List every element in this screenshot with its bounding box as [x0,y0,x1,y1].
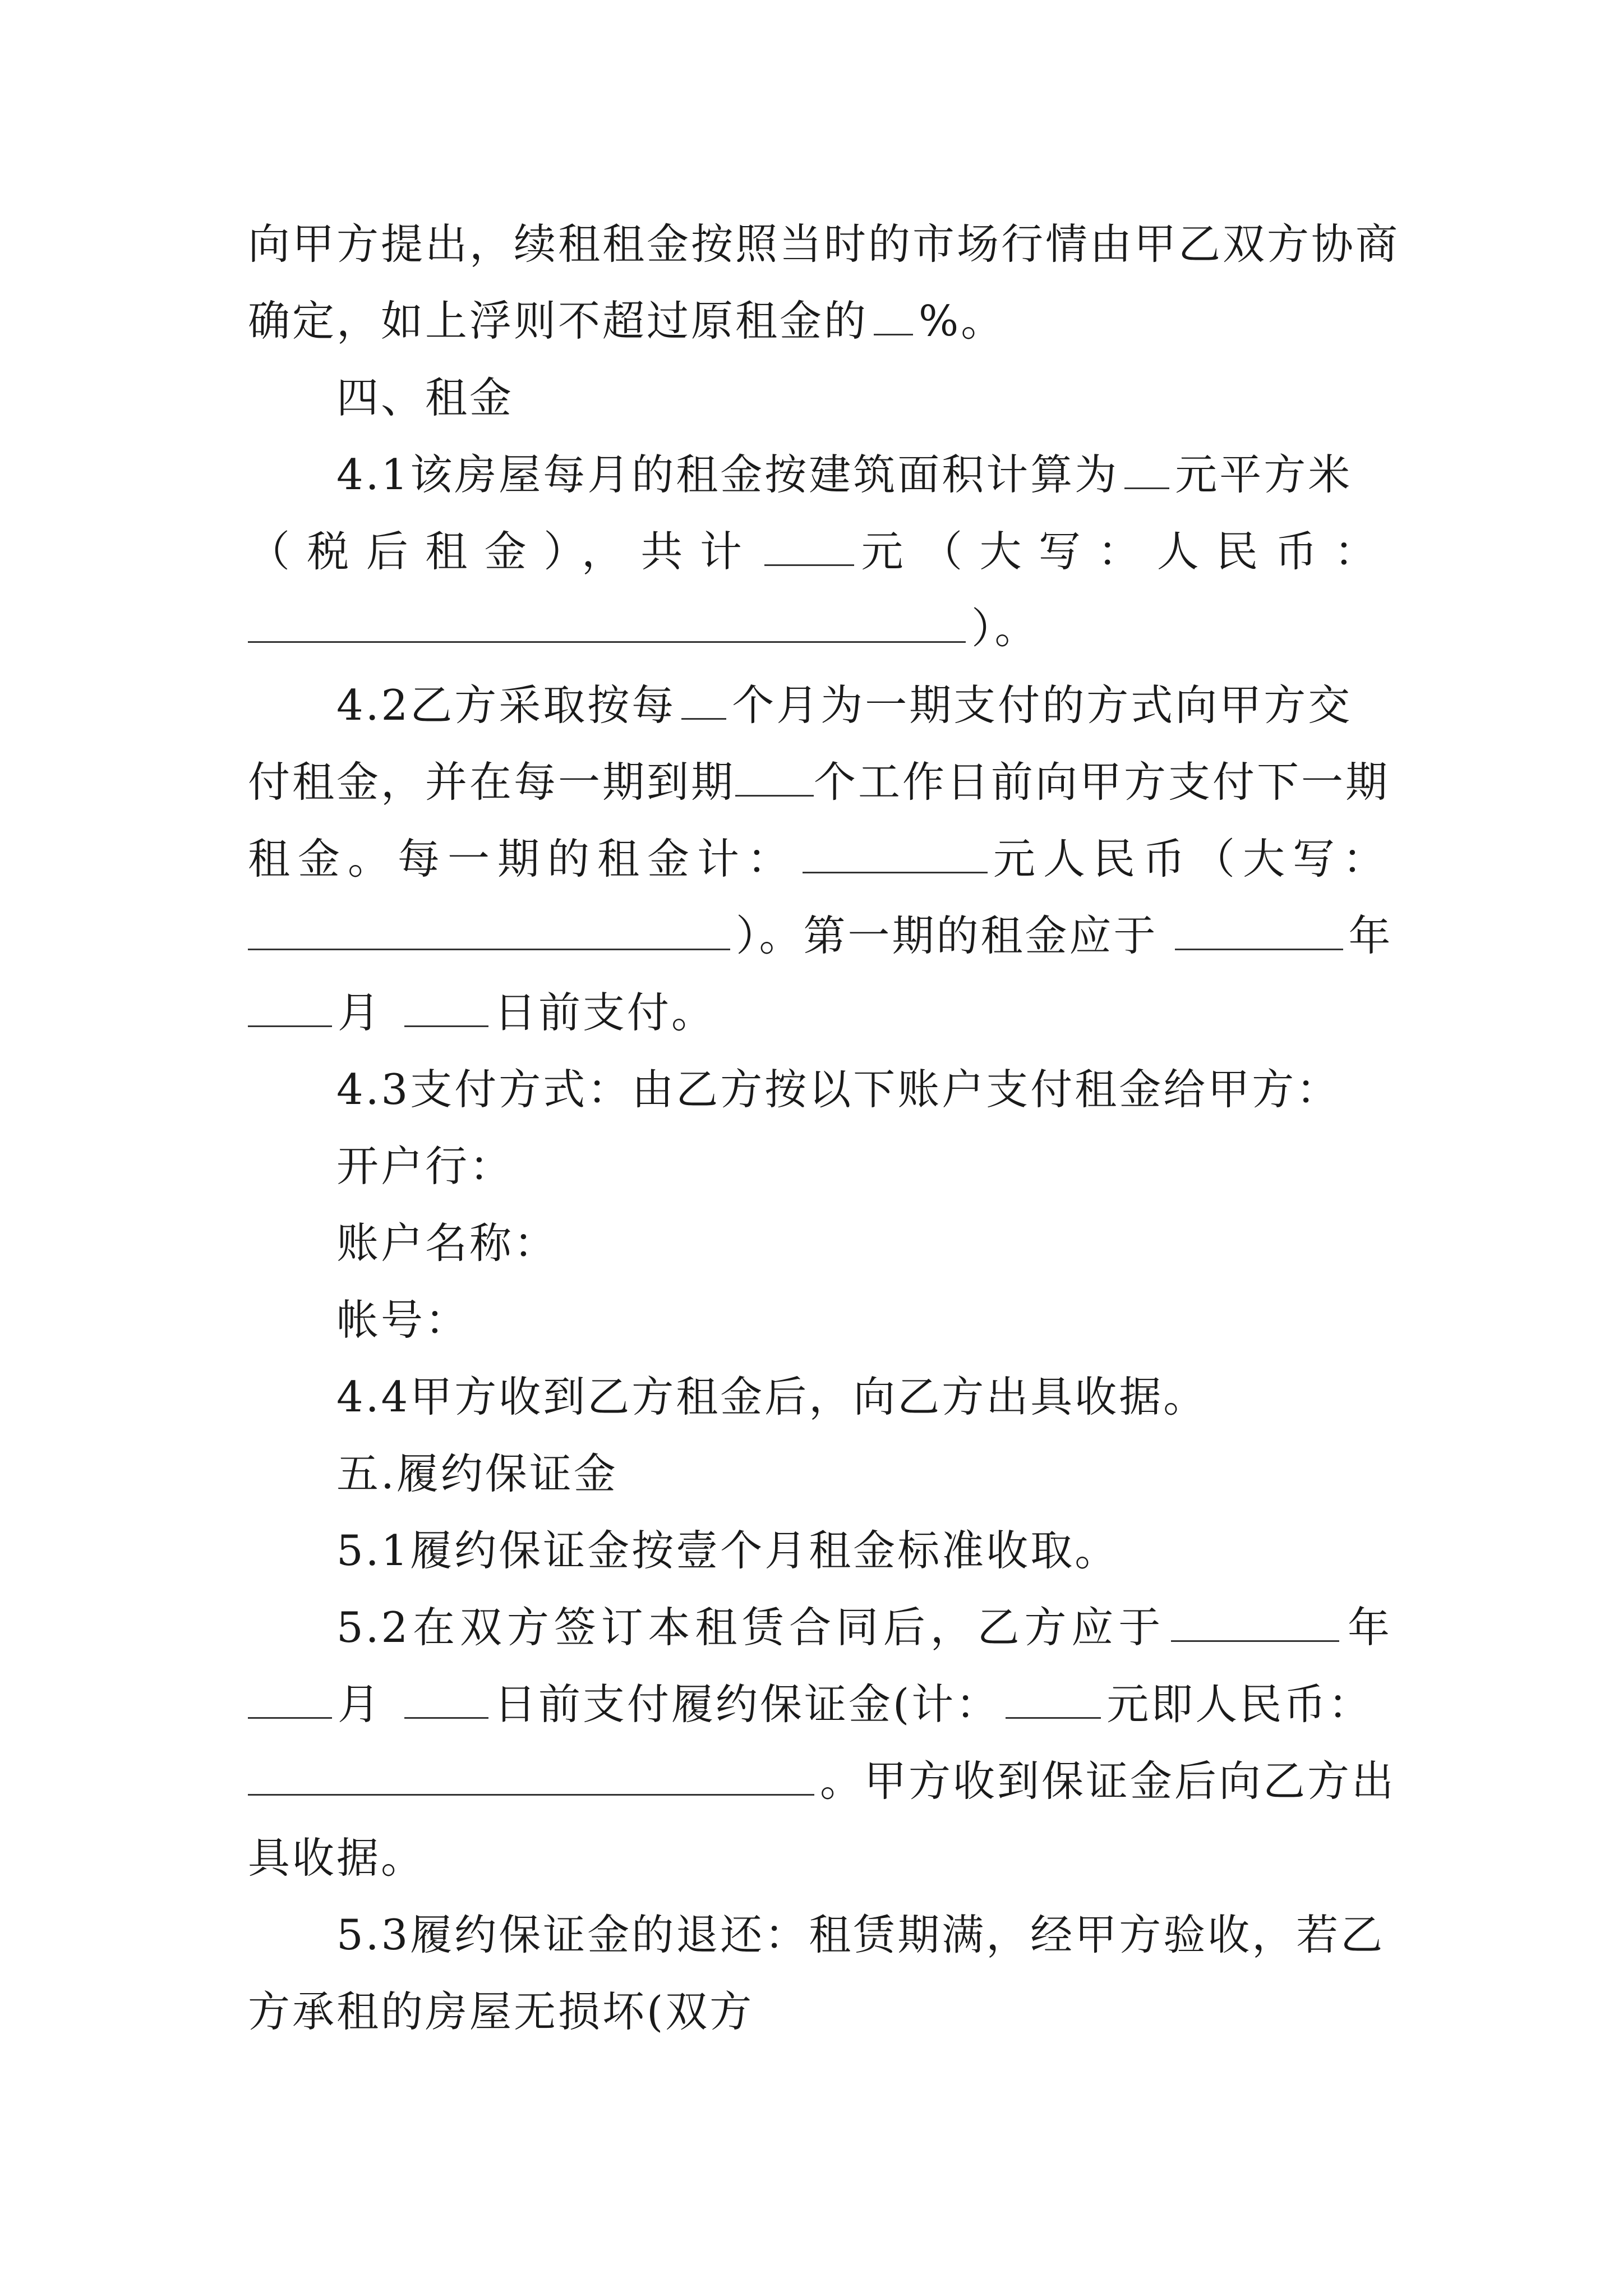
line-text: 5.1履约保证金按壹个月租金标准收取。 [336,1526,1119,1575]
line-text: 4.1该房屋每月的租金按建筑面积计算为 [336,450,1119,499]
text-line [248,902,1392,969]
blank-field [1006,1681,1101,1719]
text-line [336,1133,1392,1200]
blank-field [248,990,332,1027]
text-line [248,1978,1392,2045]
line-text: 元（大写：人民币： [860,527,1392,576]
line-text: 向甲方提出，续租租金按照当时的市场行情由甲乙双方协商 [248,219,1400,269]
line-text: 4.3支付方式：由乙方按以下账户支付租金给甲方： [336,1065,1341,1114]
line-text: 个工作日前向甲方支付下一期 [814,757,1390,807]
text-line [248,518,1392,585]
blank-field [248,1758,814,1796]
blank-field [248,913,730,950]
blank-field [874,298,913,335]
line-text: 付租金，并在每一期到期 [248,757,736,807]
text-line [248,1824,1392,1892]
blank-field [248,1681,332,1719]
line-text: 元人民币（大写： [993,834,1393,884]
blank-field [404,990,488,1027]
text-line [336,1286,1392,1354]
line-text: 元平方米 [1175,450,1353,499]
text-line [336,1594,1392,1661]
line-text: 确定，如上浮则不超过原租金的 [248,296,869,346]
blank-field [1171,1604,1339,1642]
text-line [248,748,1392,816]
text-line [336,1056,1392,1123]
line-text: 日前支付。 [494,988,716,1037]
line-text: 4.2乙方采取按每 [336,680,676,730]
blank-field [1175,913,1343,950]
text-line [248,1747,1396,1815]
text-line [336,1517,1392,1584]
text-line [336,441,1392,508]
blank-field [735,759,814,797]
text-line [248,979,1392,1046]
blank-field [404,1681,488,1719]
line-text: 5.3履约保证金的退还：租赁期满，经甲方验收，若乙 [336,1910,1385,1959]
line-text: 五.履约保证金 [336,1449,618,1498]
line-text: 月 [338,1680,382,1729]
line-text: 四、租金 [336,373,514,422]
line-text: 帐号： [336,1295,470,1345]
text-line [336,671,1392,739]
line-text: 元即人民币： [1106,1680,1373,1729]
line-text: 个月为一期支付的方式向甲方交 [732,680,1353,730]
blank-field [764,528,854,566]
text-line [336,1901,1392,1968]
line-text: 方承租的房屋无损坏(双方 [248,1987,754,2036]
blank-field [803,836,988,873]
text-line [248,595,1392,662]
text-line [248,287,1392,355]
text-line [248,825,1392,892]
line-text: 年 [1348,911,1393,960]
blank-field [1124,452,1169,489]
line-text: 开户行： [336,1142,514,1191]
line-text: 具收据。 [248,1833,426,1883]
line-text: 账户名称： [336,1218,559,1268]
line-text: 4.4甲方收到乙方租金后，向乙方出具收据。 [336,1372,1208,1421]
line-text: 。甲方收到保证金后向乙方出 [820,1756,1396,1806]
blank-field [248,605,966,643]
text-line [336,1209,1392,1277]
line-text: 年 [1345,1603,1392,1652]
line-text: ）。第一期的租金应于 [736,911,1158,960]
line-text: （税后租金），共计 [248,527,759,576]
text-line [248,1671,1392,1738]
line-text: 月 [338,988,382,1037]
blank-field [681,682,726,720]
section-heading [336,1440,1392,1507]
line-text: 日前支付履约保证金(计： [494,1680,1000,1729]
line-text: 租金。每一期的租金计： [248,834,797,884]
text-line [248,210,1400,278]
line-text: %。 [919,296,1006,346]
line-text: ）。 [971,604,1039,653]
text-line [336,1363,1392,1430]
line-text: 5.2在双方签订本租赁合同后，乙方应于 [336,1603,1166,1652]
section-heading [336,364,1392,431]
